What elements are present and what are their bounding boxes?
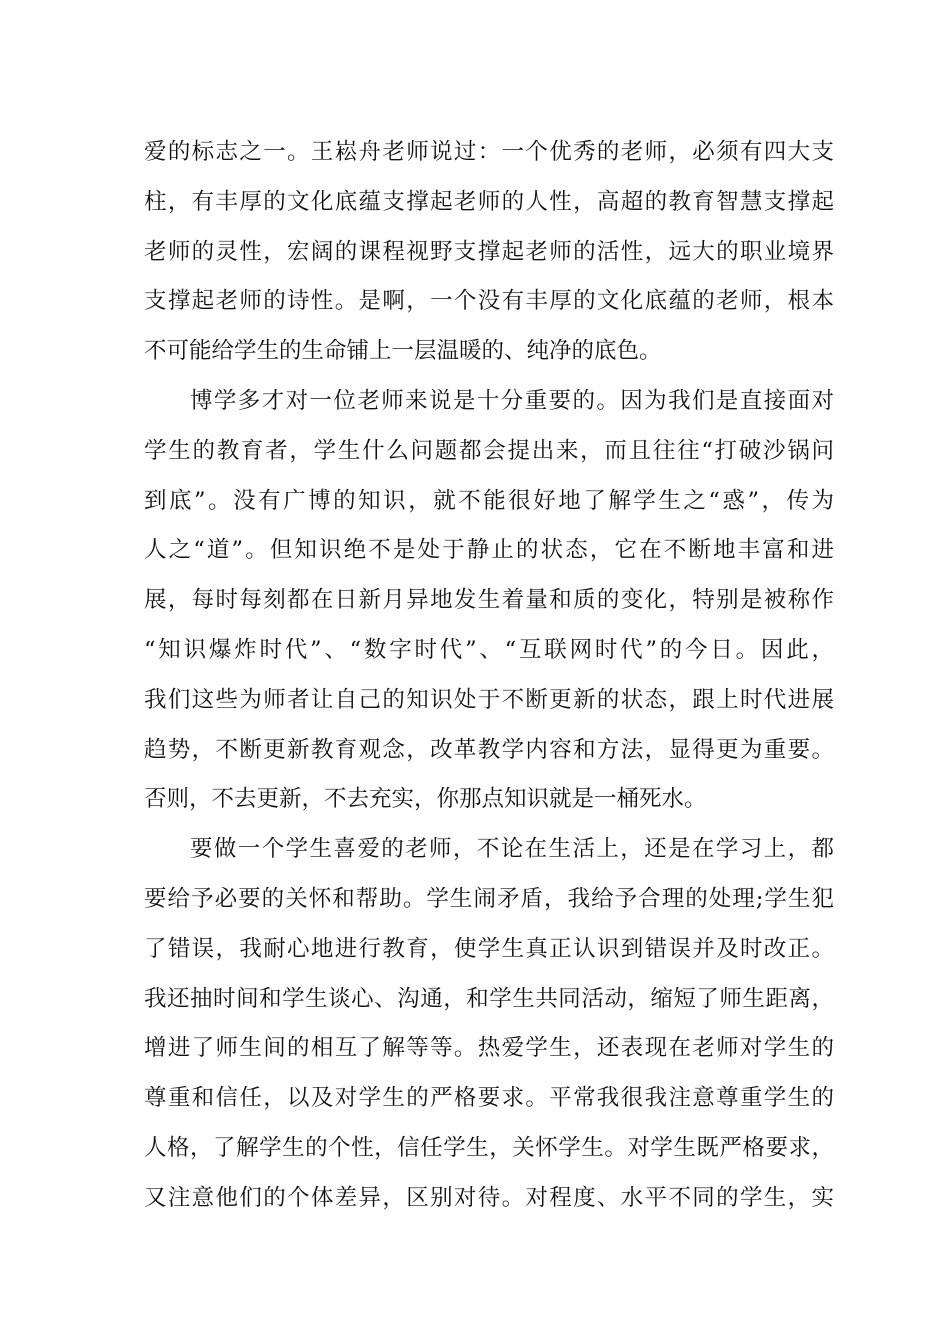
text-line: 尊重和信任，以及对学生的严格要求。平常我很我注意尊重学生的 [144, 1085, 834, 1112]
paragraph-1 [144, 128, 834, 377]
body-text [144, 128, 834, 1224]
text-line: 了错误，我耐心地进行教育，使学生真正认识到错误并及时改正。 [144, 935, 834, 962]
text-line: 支撑起老师的诗性。是啊，一个没有丰厚的文化底蕴的老师，根本 [144, 288, 834, 315]
text-line: 爱的标志之一。王崧舟老师说过：一个优秀的老师，必须有四大支 [144, 139, 834, 165]
text-line: 趋势，不断更新教育观念，改革教学内容和方法，显得更为重要。 [144, 736, 834, 763]
text-line: 博学多才对一位老师来说是十分重要的。因为我们是直接面对 [190, 387, 834, 414]
paragraph-3 [144, 825, 834, 1223]
paragraph-2 [144, 377, 834, 825]
text-line: 增进了师生间的相互了解等等。热爱学生，还表现在老师对学生的 [144, 1035, 834, 1062]
text-line: 人之“道”。但知识绝不是处于静止的状态，它在不断地丰富和进 [144, 537, 834, 564]
text-line: 要给予必要的关怀和帮助。学生闹矛盾，我给予合理的处理;学生犯 [144, 885, 834, 912]
text-line: 又注意他们的个体差异，区别对待。对程度、水平不同的学生，实 [144, 1184, 834, 1211]
text-line: 要做一个学生喜爱的老师，不论在生活上，还是在学习上，都 [190, 836, 834, 863]
text-line: 学生的教育者，学生什么问题都会提出来，而且往往“打破沙锅问 [144, 437, 834, 464]
text-line: 否则，不去更新，不去充实，你那点知识就是一桶死水。 [144, 786, 707, 813]
text-line: 人格，了解学生的个性，信任学生，关怀学生。对学生既严格要求， [144, 1134, 834, 1161]
text-line: 展，每时每刻都在日新月异地发生着量和质的变化，特别是被称作 [144, 587, 834, 614]
text-line: 我们这些为师者让自己的知识处于不断更新的状态，跟上时代进展 [144, 686, 834, 713]
text-line: 老师的灵性，宏阔的课程视野支撑起老师的活性，远大的职业境界 [144, 238, 834, 265]
text-line: 到底”。没有广博的知识，就不能很好地了解学生之“惑”，传为 [144, 487, 834, 514]
text-line: “知识爆炸时代”、“数字时代”、“互联网时代”的今日。因此， [144, 636, 834, 663]
text-line: 我还抽时间和学生谈心、沟通，和学生共同活动，缩短了师生距离， [144, 985, 834, 1012]
text-line: 柱，有丰厚的文化底蕴支撑起老师的人性，高超的教育智慧支撑起 [144, 188, 834, 215]
text-line: 不可能给学生的生命铺上一层温暖的、纯净的底色。 [144, 338, 662, 365]
